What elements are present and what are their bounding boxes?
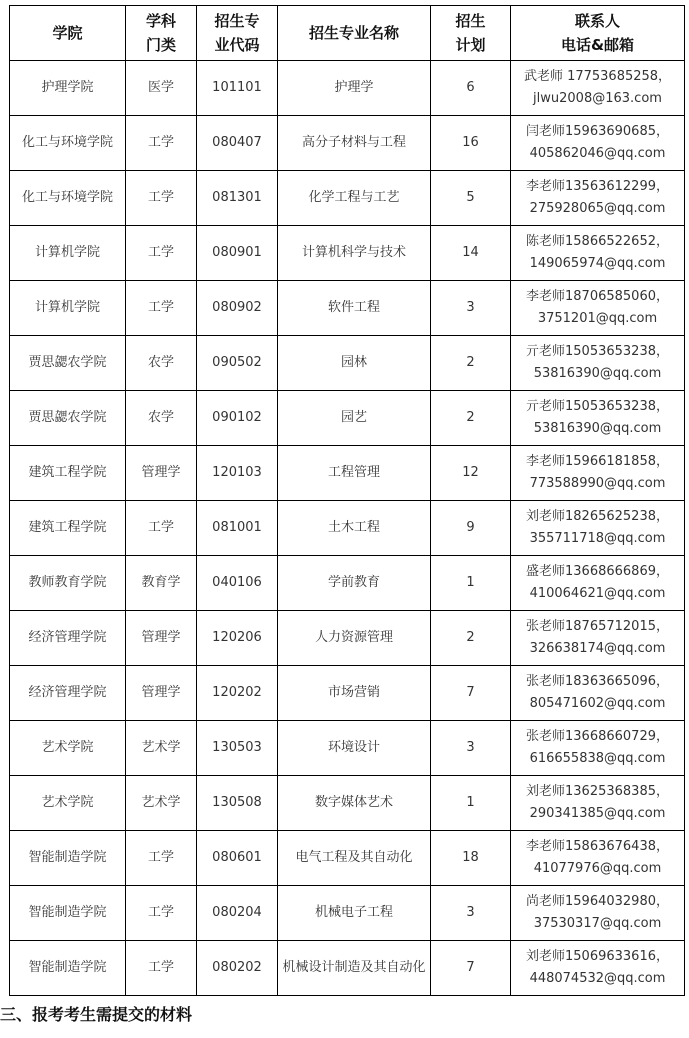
cell-category: 农学 bbox=[126, 391, 197, 446]
cell-major: 护理学 bbox=[278, 61, 431, 116]
cell-contact bbox=[511, 501, 685, 556]
cell-category: 工学 bbox=[126, 941, 197, 996]
cell-major: 环境设计 bbox=[278, 721, 431, 776]
contact-email[interactable]: 53816390@qq.com bbox=[533, 421, 662, 436]
cell-college: 艺术学院 bbox=[10, 776, 126, 831]
section-heading-materials: 三、报考考生需提交的材料 bbox=[0, 1005, 193, 1024]
cell-plan: 6 bbox=[431, 61, 511, 116]
contact-phone: 张老师18363665096， bbox=[526, 674, 669, 689]
cell-college: 教师教育学院 bbox=[10, 556, 126, 611]
contact-email[interactable]: 53816390@qq.com bbox=[533, 366, 662, 381]
cell-code: 080202 bbox=[197, 941, 278, 996]
cell-code: 080901 bbox=[197, 226, 278, 281]
cell-major: 计算机科学与技术 bbox=[278, 226, 431, 281]
table-row bbox=[10, 886, 685, 941]
cell-major: 软件工程 bbox=[278, 281, 431, 336]
cell-category: 管理学 bbox=[126, 446, 197, 501]
contact-phone: 刘老师13625368385， bbox=[526, 784, 669, 799]
contact-email[interactable]: 275928065@qq.com bbox=[529, 201, 666, 216]
cell-major: 园林 bbox=[278, 336, 431, 391]
header-category: 学科 门类 bbox=[126, 6, 197, 61]
cell-plan: 2 bbox=[431, 611, 511, 666]
cell-contact bbox=[511, 171, 685, 226]
contact-email[interactable]: 405862046@qq.com bbox=[529, 146, 666, 161]
cell-code: 130508 bbox=[197, 776, 278, 831]
cell-contact bbox=[511, 666, 685, 721]
cell-plan: 2 bbox=[431, 391, 511, 446]
cell-category: 艺术学 bbox=[126, 776, 197, 831]
cell-code: 080204 bbox=[197, 886, 278, 941]
contact-email[interactable]: 326638174@qq.com bbox=[529, 641, 666, 656]
cell-major: 机械设计制造及其自动化 bbox=[278, 941, 431, 996]
header-code: 招生专 业代码 bbox=[197, 6, 278, 61]
cell-code: 080601 bbox=[197, 831, 278, 886]
cell-contact bbox=[511, 941, 685, 996]
cell-college: 经济管理学院 bbox=[10, 611, 126, 666]
contact-phone: 亓老师15053653238， bbox=[526, 399, 669, 414]
cell-contact bbox=[511, 721, 685, 776]
contact-email[interactable]: 355711718@qq.com bbox=[529, 531, 666, 546]
table-row bbox=[10, 61, 685, 116]
cell-code: 080902 bbox=[197, 281, 278, 336]
cell-college: 贾思勰农学院 bbox=[10, 336, 126, 391]
cell-code: 120206 bbox=[197, 611, 278, 666]
cell-college: 化工与环境学院 bbox=[10, 171, 126, 226]
cell-plan: 12 bbox=[431, 446, 511, 501]
cell-category: 工学 bbox=[126, 886, 197, 941]
header-contact: 联系人 电话&邮箱 bbox=[511, 6, 685, 61]
cell-major: 电气工程及其自动化 bbox=[278, 831, 431, 886]
contact-email[interactable]: 616655838@qq.com bbox=[529, 751, 666, 766]
header-plan: 招生 计划 bbox=[431, 6, 511, 61]
contact-email[interactable]: 3751201@qq.com bbox=[537, 311, 658, 326]
contact-email[interactable]: 41077976@qq.com bbox=[533, 861, 662, 876]
cell-contact bbox=[511, 446, 685, 501]
contact-phone: 亓老师15053653238， bbox=[526, 344, 669, 359]
table-row bbox=[10, 776, 685, 831]
cell-college: 计算机学院 bbox=[10, 226, 126, 281]
contact-phone: 李老师13563612299， bbox=[526, 179, 669, 194]
contact-phone: 李老师15966181858， bbox=[526, 454, 669, 469]
table-row bbox=[10, 611, 685, 666]
contact-email[interactable]: 448074532@qq.com bbox=[529, 971, 666, 986]
cell-code: 080407 bbox=[197, 116, 278, 171]
cell-category: 工学 bbox=[126, 281, 197, 336]
table-row bbox=[10, 391, 685, 446]
table-row bbox=[10, 226, 685, 281]
contact-email[interactable]: 805471602@qq.com bbox=[529, 696, 666, 711]
cell-college: 护理学院 bbox=[10, 61, 126, 116]
cell-plan: 3 bbox=[431, 281, 511, 336]
table-row bbox=[10, 501, 685, 556]
cell-college: 贾思勰农学院 bbox=[10, 391, 126, 446]
cell-plan: 14 bbox=[431, 226, 511, 281]
contact-phone: 刘老师18265625238， bbox=[526, 509, 669, 524]
header-major: 招生专业名称 bbox=[278, 6, 431, 61]
cell-code: 081001 bbox=[197, 501, 278, 556]
cell-college: 智能制造学院 bbox=[10, 941, 126, 996]
cell-college: 智能制造学院 bbox=[10, 831, 126, 886]
contact-phone: 刘老师15069633616， bbox=[526, 949, 669, 964]
cell-category: 工学 bbox=[126, 116, 197, 171]
cell-contact bbox=[511, 391, 685, 446]
cell-code: 130503 bbox=[197, 721, 278, 776]
cell-major: 学前教育 bbox=[278, 556, 431, 611]
cell-college: 化工与环境学院 bbox=[10, 116, 126, 171]
cell-plan: 9 bbox=[431, 501, 511, 556]
cell-major: 人力资源管理 bbox=[278, 611, 431, 666]
cell-contact bbox=[511, 116, 685, 171]
cell-major: 工程管理 bbox=[278, 446, 431, 501]
contact-phone: 闫老师15963690685， bbox=[526, 124, 669, 139]
cell-major: 高分子材料与工程 bbox=[278, 116, 431, 171]
table-row bbox=[10, 831, 685, 886]
table-row bbox=[10, 556, 685, 611]
table-row bbox=[10, 281, 685, 336]
cell-code: 040106 bbox=[197, 556, 278, 611]
cell-plan: 1 bbox=[431, 556, 511, 611]
cell-college: 建筑工程学院 bbox=[10, 501, 126, 556]
cell-category: 教育学 bbox=[126, 556, 197, 611]
contact-phone: 武老师 17753685258， bbox=[523, 69, 672, 84]
cell-contact bbox=[511, 226, 685, 281]
cell-contact bbox=[511, 611, 685, 666]
contact-email[interactable]: 290341385@qq.com bbox=[529, 806, 666, 821]
table-row bbox=[10, 336, 685, 391]
cell-major: 土木工程 bbox=[278, 501, 431, 556]
cell-college: 经济管理学院 bbox=[10, 666, 126, 721]
cell-major: 数字媒体艺术 bbox=[278, 776, 431, 831]
cell-contact bbox=[511, 281, 685, 336]
cell-college: 建筑工程学院 bbox=[10, 446, 126, 501]
cell-plan: 1 bbox=[431, 776, 511, 831]
contact-email[interactable]: 149065974@qq.com bbox=[529, 256, 666, 271]
contact-email[interactable]: jlwu2008@163.com bbox=[533, 91, 662, 106]
table-row bbox=[10, 171, 685, 226]
contact-phone: 盛老师13668666869， bbox=[526, 564, 669, 579]
cell-category: 工学 bbox=[126, 501, 197, 556]
cell-major: 机械电子工程 bbox=[278, 886, 431, 941]
table-row bbox=[10, 941, 685, 996]
cell-contact bbox=[511, 776, 685, 831]
cell-category: 艺术学 bbox=[126, 721, 197, 776]
contact-phone: 尚老师15964032980， bbox=[526, 894, 669, 909]
cell-plan: 7 bbox=[431, 941, 511, 996]
cell-category: 管理学 bbox=[126, 666, 197, 721]
cell-major: 市场营销 bbox=[278, 666, 431, 721]
cell-category: 农学 bbox=[126, 336, 197, 391]
cell-major: 园艺 bbox=[278, 391, 431, 446]
cell-college: 智能制造学院 bbox=[10, 886, 126, 941]
table-header-row bbox=[10, 6, 685, 61]
cell-contact bbox=[511, 831, 685, 886]
cell-contact bbox=[511, 556, 685, 611]
cell-contact bbox=[511, 886, 685, 941]
cell-code: 120103 bbox=[197, 446, 278, 501]
contact-phone: 张老师13668660729， bbox=[526, 729, 669, 744]
cell-plan: 16 bbox=[431, 116, 511, 171]
contact-phone: 陈老师15866522652， bbox=[526, 234, 669, 249]
cell-category: 工学 bbox=[126, 171, 197, 226]
cell-code: 081301 bbox=[197, 171, 278, 226]
cell-category: 管理学 bbox=[126, 611, 197, 666]
cell-major: 化学工程与工艺 bbox=[278, 171, 431, 226]
table-row bbox=[10, 666, 685, 721]
cell-college: 艺术学院 bbox=[10, 721, 126, 776]
cut-off-paragraph bbox=[0, 1032, 689, 1038]
cell-plan: 3 bbox=[431, 886, 511, 941]
cell-college: 计算机学院 bbox=[10, 281, 126, 336]
cell-plan: 18 bbox=[431, 831, 511, 886]
cell-plan: 3 bbox=[431, 721, 511, 776]
cell-code: 090502 bbox=[197, 336, 278, 391]
cell-contact bbox=[511, 336, 685, 391]
cell-plan: 7 bbox=[431, 666, 511, 721]
cell-plan: 5 bbox=[431, 171, 511, 226]
contact-phone: 张老师18765712015， bbox=[526, 619, 669, 634]
contact-phone: 李老师18706585060， bbox=[526, 289, 669, 304]
cell-category: 工学 bbox=[126, 226, 197, 281]
cell-code: 101101 bbox=[197, 61, 278, 116]
header-college: 学院 bbox=[10, 6, 126, 61]
cell-plan: 2 bbox=[431, 336, 511, 391]
table-row bbox=[10, 721, 685, 776]
table-row bbox=[10, 116, 685, 171]
table-row bbox=[10, 446, 685, 501]
admissions-table bbox=[9, 5, 685, 996]
cell-code: 090102 bbox=[197, 391, 278, 446]
cell-code: 120202 bbox=[197, 666, 278, 721]
cell-category: 工学 bbox=[126, 831, 197, 886]
contact-email[interactable]: 410064621@qq.com bbox=[529, 586, 666, 601]
cell-category: 医学 bbox=[126, 61, 197, 116]
cell-contact bbox=[511, 61, 685, 116]
contact-phone: 李老师15863676438， bbox=[526, 839, 669, 854]
contact-email[interactable]: 37530317@qq.com bbox=[533, 916, 662, 931]
contact-email[interactable]: 773588990@qq.com bbox=[529, 476, 666, 491]
